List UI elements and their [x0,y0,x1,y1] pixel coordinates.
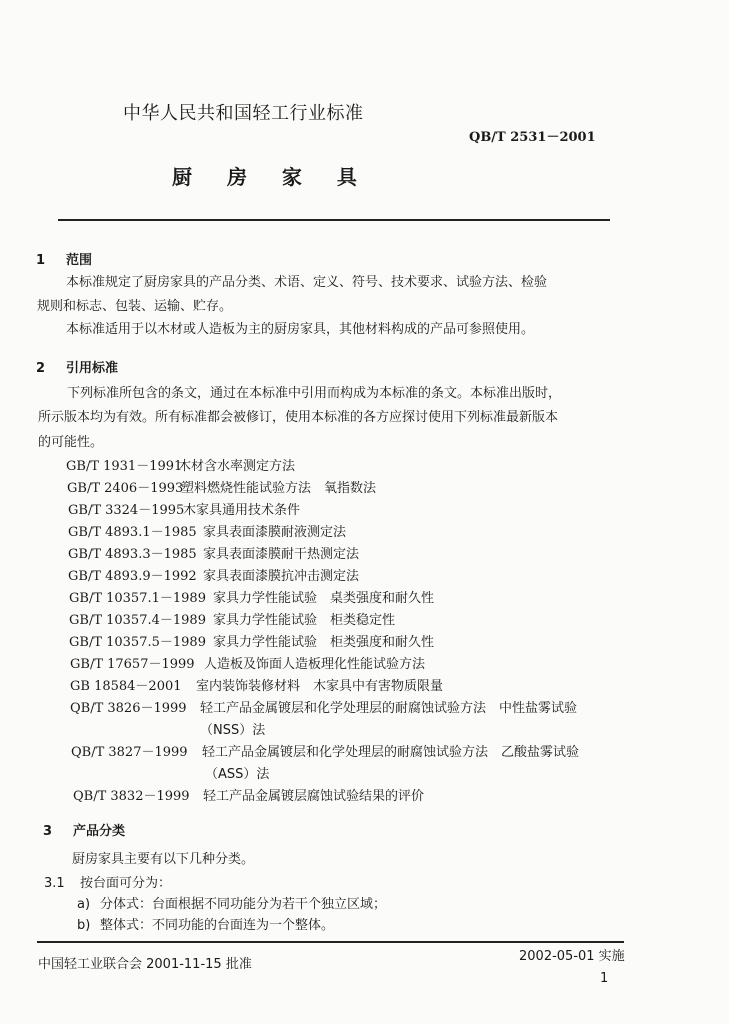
reference-name: 人造板及饰面人造板理化性能试验方法 [204,657,426,672]
reference-item [68,565,359,584]
reference-item [69,631,434,650]
reference-name: 木材含水率测定方法 [178,459,296,474]
reference-item [67,477,376,496]
reference-code: GB/T 4893.9－1992 [68,569,197,584]
reference-name: 家具力学性能试验 柜类稳定性 [213,613,396,628]
reference-item [70,653,425,672]
reference-code: QB/T 3832－1999 [73,789,190,804]
header-divider [58,219,610,221]
reference-item [70,697,577,716]
reference-name: 轻工产品金属镀层腐蚀试验结果的评价 [203,789,425,804]
effective-date: 2002-05-01 实施 [519,949,625,964]
reference-name: 家具力学性能试验 柜类强度和耐久性 [213,635,435,650]
reference-code: GB/T 10357.5－1989 [69,635,206,650]
reference-item [68,543,359,562]
section-title: 范围 [66,253,93,268]
reference-name: 轻工产品金属镀层和化学处理层的耐腐蚀试验方法 乙酸盐雾试验 [202,745,580,760]
reference-code: GB/T 4893.3－1985 [68,547,197,562]
subsection-number: 3.1 [44,876,65,891]
paragraph-line: 本标准适用于以木材或人造板为主的厨房家具，其他材料构成的产品可参照使用。 [66,322,535,337]
section-number: 1 [36,253,46,268]
reference-continuation: （ASS）法 [205,767,270,782]
section-title: 产品分类 [73,824,126,839]
list-text: 分体式：台面根据不同功能分为若干个独立区域； [100,897,387,912]
list-item [77,914,334,933]
approval-info: 中国轻工业联合会 2001-11-15 批准 [38,957,252,972]
list-item [77,893,386,912]
reference-item [66,455,295,474]
reference-item [69,587,434,606]
reference-continuation: （NSS）法 [200,723,266,738]
reference-name: 家具表面漆膜抗冲击测定法 [203,569,360,584]
paragraph-line: 的可能性。 [38,435,104,450]
reference-name: 木家具通用技术条件 [183,503,301,518]
standard-number: QB/T 2531－2001 [469,130,596,145]
section-number: 3 [43,824,53,839]
reference-item [70,675,443,694]
reference-name: 室内装饰装修材料 木家具中有害物质限量 [196,679,444,694]
reference-code: GB/T 4893.1－1985 [68,525,197,540]
reference-item [69,609,395,628]
reference-code: GB/T 2406－1993 [67,481,184,496]
section-title: 引用标准 [66,361,119,376]
paragraph-line: 厨房家具主要有以下几种分类。 [72,852,255,867]
section-3-heading [43,820,125,839]
reference-name: 塑料燃烧性能试验方法 氧指数法 [181,481,377,496]
subsection-text: 按台面可分为： [80,876,172,891]
reference-code: GB/T 3324－1995 [68,503,185,518]
reference-code: QB/T 3827－1999 [71,745,188,760]
reference-code: GB/T 10357.4－1989 [69,613,206,628]
reference-name: 家具表面漆膜耐干热测定法 [203,547,360,562]
reference-code: GB/T 1931－1991 [66,459,183,474]
reference-item [73,785,424,804]
list-text: 整体式：不同功能的台面连为一个整体。 [100,918,335,933]
document-title: 厨 房 家 具 [172,165,371,189]
paragraph-line: 所示版本均为有效。所有标准都会被修订，使用本标准的各方应探讨使用下列标准最新版本 [38,410,559,425]
paragraph-line: 本标准规定了厨房家具的产品分类、术语、定义、符号、技术要求、试验方法、检验 [66,275,548,290]
reference-code: GB/T 10357.1－1989 [69,591,206,606]
reference-code: QB/T 3826－1999 [70,701,187,716]
section-1-heading [36,249,92,268]
paragraph-line: 下列标准所包含的条文，通过在本标准中引用而构成为本标准的条文。本标准出版时， [67,386,562,401]
paragraph-line: 规则和标志、包装、运输、贮存。 [37,299,233,314]
reference-item [71,741,579,760]
reference-code: GB 18584－2001 [70,679,182,694]
list-marker: b) [77,918,91,933]
section-2-heading [36,357,118,376]
reference-name: 家具表面漆膜耐液测定法 [203,525,347,540]
footer-divider [37,941,624,943]
reference-name: 家具力学性能试验 桌类强度和耐久性 [213,591,435,606]
reference-item [68,521,346,540]
page-number: 1 [600,971,609,986]
reference-code: GB/T 17657－1999 [70,657,195,672]
issuing-body-title: 中华人民共和国轻工行业标准 [123,103,364,124]
list-marker: a) [77,897,91,912]
subsection-3-1 [44,872,171,891]
reference-name: 轻工产品金属镀层和化学处理层的耐腐蚀试验方法 中性盐雾试验 [200,701,578,716]
reference-item [68,499,300,518]
section-number: 2 [36,361,46,376]
